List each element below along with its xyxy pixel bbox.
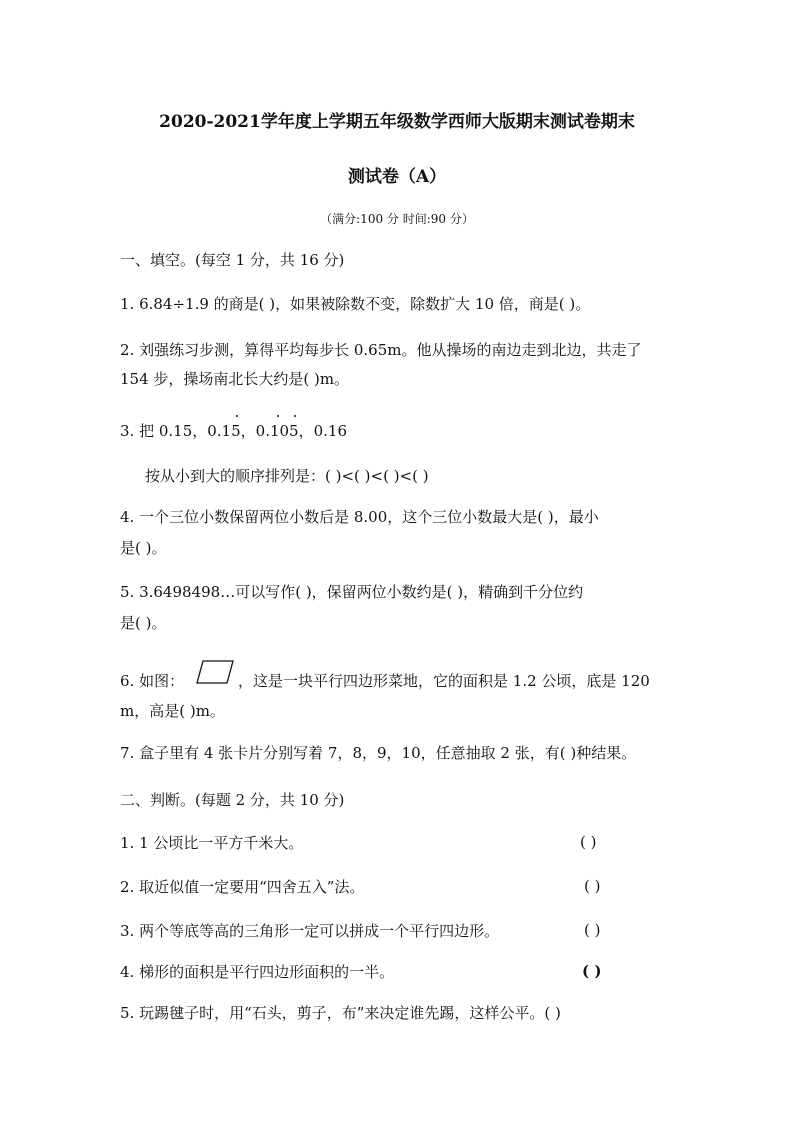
judge-paren-1: ( ) — [580, 833, 597, 851]
question-3-line2: 按从小到大的顺序排列是：( )<( )<( )<( ) — [145, 467, 429, 485]
exam-info: （满分:100 分 时间:90 分） — [320, 212, 474, 226]
page-title-line1: 2020-2021学年度上学期五年级数学西师大版期末测试卷期末 — [159, 112, 635, 132]
question-5-line1: 5. 3.6498498…可以写作( )，保留两位小数约是( )，精确到千分位约 — [120, 583, 584, 601]
judge-item-1: 1. 1 公顷比一平方千米大。 — [120, 834, 304, 852]
question-2-line1: 2. 刘强练习步测，算得平均每步长 0.65m。他从操场的南边走到北边，共走了 — [120, 341, 642, 359]
question-5-line2: 是( )。 — [120, 614, 167, 632]
recurring-dot — [277, 415, 279, 417]
judge-paren-2: ( ) — [584, 877, 601, 895]
question-7: 7. 盒子里有 4 张卡片分别写着 7，8，9，10，任意抽取 2 张，有( )种结果。 — [120, 744, 637, 762]
question-2-line2: 154 步，操场南北长大约是( )m。 — [120, 370, 350, 388]
page-title-line2: 测试卷（A） — [347, 167, 447, 187]
judge-paren-4: ( ) — [582, 962, 602, 980]
judge-item-4: 4. 梯形的面积是平行四边形面积的一半。 — [120, 963, 395, 981]
question-6-prefix: 6. 如图： — [120, 672, 185, 690]
judge-item-3: 3. 两个等底等高的三角形一定可以拼成一个平行四边形。 — [120, 922, 500, 940]
parallelogram-figure — [195, 659, 237, 685]
judge-item-2: 2. 取近似值一定要用“四舍五入”法。 — [120, 878, 365, 896]
recurring-dot — [294, 415, 296, 417]
section1-heading: 一、填空。(每空 1 分，共 16 分) — [120, 251, 345, 269]
section2-heading: 二、判断。(每题 2 分，共 10 分) — [120, 791, 345, 809]
question-6-line2: m，高是( )m。 — [120, 702, 225, 720]
question-1: 1. 6.84÷1.9 的商是( )，如果被除数不变，除数扩大 10 倍，商是( )。 — [120, 295, 591, 313]
question-6-suffix: ，这是一块平行四边形菜地，它的面积是 1.2 公顷，底是 120 — [238, 672, 650, 690]
question-3-line1: 3. 把 0.15，0.15，0.105，0.16 — [120, 422, 347, 440]
question-4-line1: 4. 一个三位小数保留两位小数后是 8.00，这个三位小数最大是( )，最小 — [120, 508, 599, 526]
judge-item-5: 5. 玩踢毽子时，用“石头，剪子，布”来决定谁先踢，这样公平。( ) — [120, 1004, 561, 1022]
recurring-dot — [236, 415, 238, 417]
question-4-line2: 是( )。 — [120, 539, 167, 557]
judge-paren-3: ( ) — [584, 921, 601, 939]
